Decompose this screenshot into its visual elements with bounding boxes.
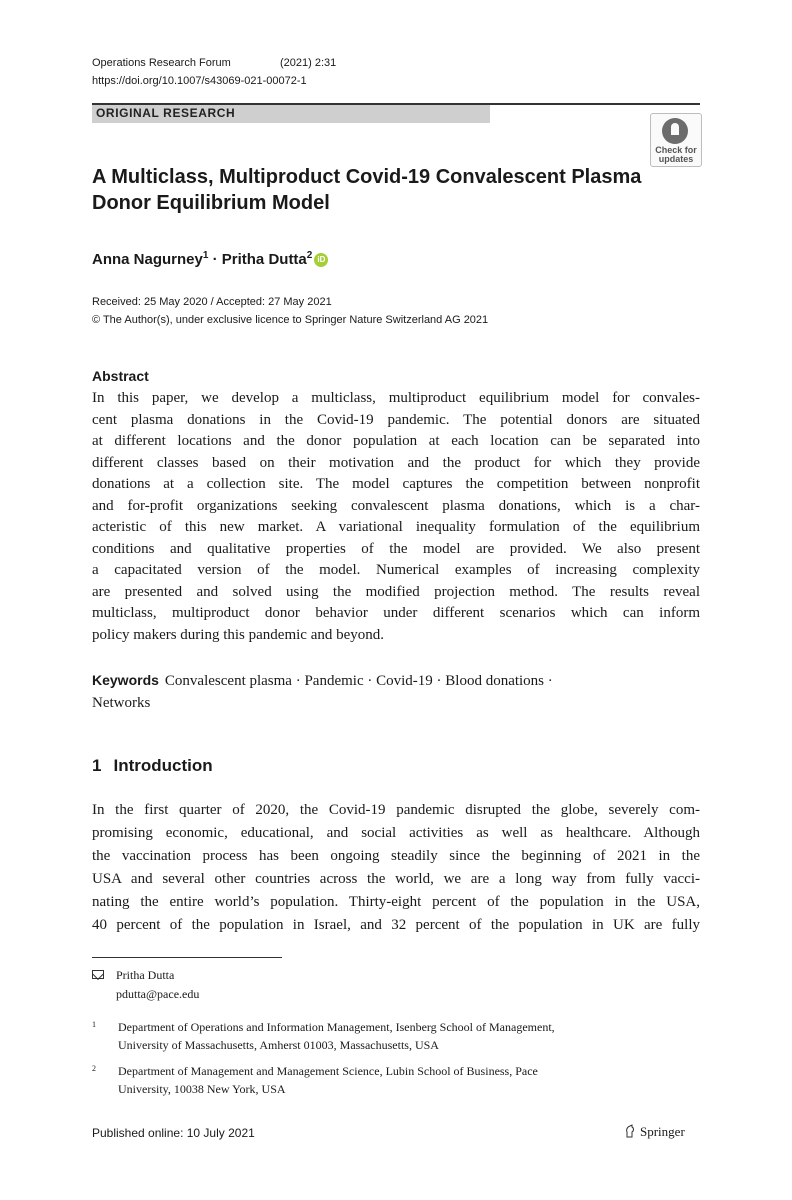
- abstract-line: In this paper, we develop a multiclass, multiproduct equilibrium model for convales-: [92, 390, 700, 406]
- abstract-line: acteristic of this new market. A variational inequality formulation of the equilibrium: [92, 519, 700, 535]
- journal-name: Operations Research Forum: [92, 57, 231, 69]
- corresponding-name: Pritha Dutta: [116, 968, 175, 982]
- title-line-1: A Multiclass, Multiproduct Covid-19 Convalescent Plasma: [92, 166, 642, 188]
- abstract-line: multiclass, multiproduct donor behavior under different scenarios which can inform: [92, 605, 700, 621]
- received-accepted-dates: Received: 25 May 2020 / Accepted: 27 May 2021: [92, 296, 332, 308]
- copyright-notice: © The Author(s), under exclusive licence to Springer Nature Switzerland AG 2021: [92, 314, 489, 326]
- bookmark-icon: [662, 118, 688, 144]
- affiliation-number: 2: [92, 1064, 96, 1073]
- affiliation-line: University of Massachusetts, Amherst 01003, Massachusetts, USA: [118, 1038, 439, 1052]
- envelope-icon: [92, 970, 104, 979]
- section-label: ORIGINAL RESEARCH: [96, 106, 236, 120]
- author-affil-2: 2: [306, 250, 313, 261]
- body-line: 40 percent of the population in Israel, and 32 percent of the population in UK are fully: [92, 917, 700, 933]
- abstract-line: different classes based on their motivation and the product for which they provide: [92, 454, 700, 471]
- doi-link[interactable]: https://doi.org/10.1007/s43069-021-00072-1: [92, 75, 307, 87]
- body-line: USA and several other countries across the world, we are a long way from fully vacci-: [92, 871, 700, 887]
- badge-line2: updates: [658, 154, 694, 164]
- keywords-label: Keywords: [92, 672, 159, 688]
- keywords-line-1: Convalescent plasma · Pandemic · Covid-19 · Blood donations ·: [164, 673, 553, 689]
- affiliation-text: [118, 1018, 555, 1054]
- journal-header: [92, 56, 337, 70]
- body-line: the vaccination process has been ongoing steadily since the beginning of 2021 in the: [92, 848, 700, 864]
- section-label-bar: [92, 105, 490, 123]
- abstract-line: and for-profit organizations seeking convalescent plasma donations, which is a char-: [92, 497, 700, 514]
- abstract-line: cent plasma donations in the Covid-19 pandemic. The potential donors are situated: [92, 411, 700, 428]
- footnote-rule: [92, 957, 282, 958]
- body-line: nating the entire world’s population. Thirty-eight percent of the population in the USA,: [92, 894, 700, 910]
- abstract-line: at different locations and the donor population at each location can be separated into: [92, 433, 700, 449]
- abstract-line: a capacitated version of the model. Numerical examples of increasing complexity: [92, 562, 700, 578]
- abstract-line: conditions and qualitative properties of the model are provided. We also present: [92, 540, 700, 557]
- body-line: promising economic, educational, and social activities as well as healthcare. Although: [92, 825, 700, 841]
- journal-issue: (2021) 2:31: [280, 57, 337, 69]
- publisher-name: Springer: [640, 1124, 685, 1139]
- introduction-heading: [92, 756, 213, 776]
- affiliation-number: 1: [92, 1020, 96, 1029]
- paper-title: [92, 164, 652, 216]
- keywords-line-2: Networks: [92, 694, 151, 711]
- corresponding-email[interactable]: pdutta@pace.edu: [116, 987, 200, 1001]
- title-line-2: Donor Equilibrium Model: [92, 192, 330, 214]
- affiliation-line: Department of Operations and Information Management, Isenberg School of Management,: [118, 1020, 555, 1034]
- publisher-logo: [624, 1124, 685, 1140]
- abstract-line: policy makers during this pandemic and beyond.: [92, 626, 385, 643]
- published-online: Published online: 10 July 2021: [92, 1126, 255, 1140]
- affiliation-text: [118, 1062, 538, 1098]
- author-list: [92, 246, 328, 270]
- badge-line1: Check for: [655, 145, 697, 155]
- section-number: 1: [92, 756, 102, 775]
- affiliation-line: Department of Management and Management Science, Lubin School of Business, Pace: [118, 1064, 538, 1078]
- introduction-body: [92, 799, 700, 937]
- abstract-body: [92, 388, 700, 646]
- abstract-line: donations at a collection site. The model captures the competition between nonprofit: [92, 476, 700, 492]
- keywords-block: [92, 670, 700, 714]
- author-name-2[interactable]: Pritha Dutta: [221, 251, 307, 268]
- abstract-line: are presented and solved using the modified projection method. The results reveal: [92, 583, 700, 600]
- section-title: Introduction: [113, 756, 213, 775]
- abstract-heading: Abstract: [92, 368, 149, 384]
- springer-horse-icon: [624, 1124, 636, 1138]
- orcid-icon[interactable]: iD: [314, 253, 328, 267]
- author-name-1[interactable]: Anna Nagurney: [92, 251, 203, 268]
- author-affil-1: 1: [202, 250, 209, 261]
- body-line: In the first quarter of 2020, the Covid-19 pandemic disrupted the globe, severely com-: [92, 802, 700, 818]
- author-separator: ·: [208, 251, 222, 268]
- check-for-updates-badge[interactable]: [650, 113, 702, 167]
- affiliation-line: University, 10038 New York, USA: [118, 1082, 286, 1096]
